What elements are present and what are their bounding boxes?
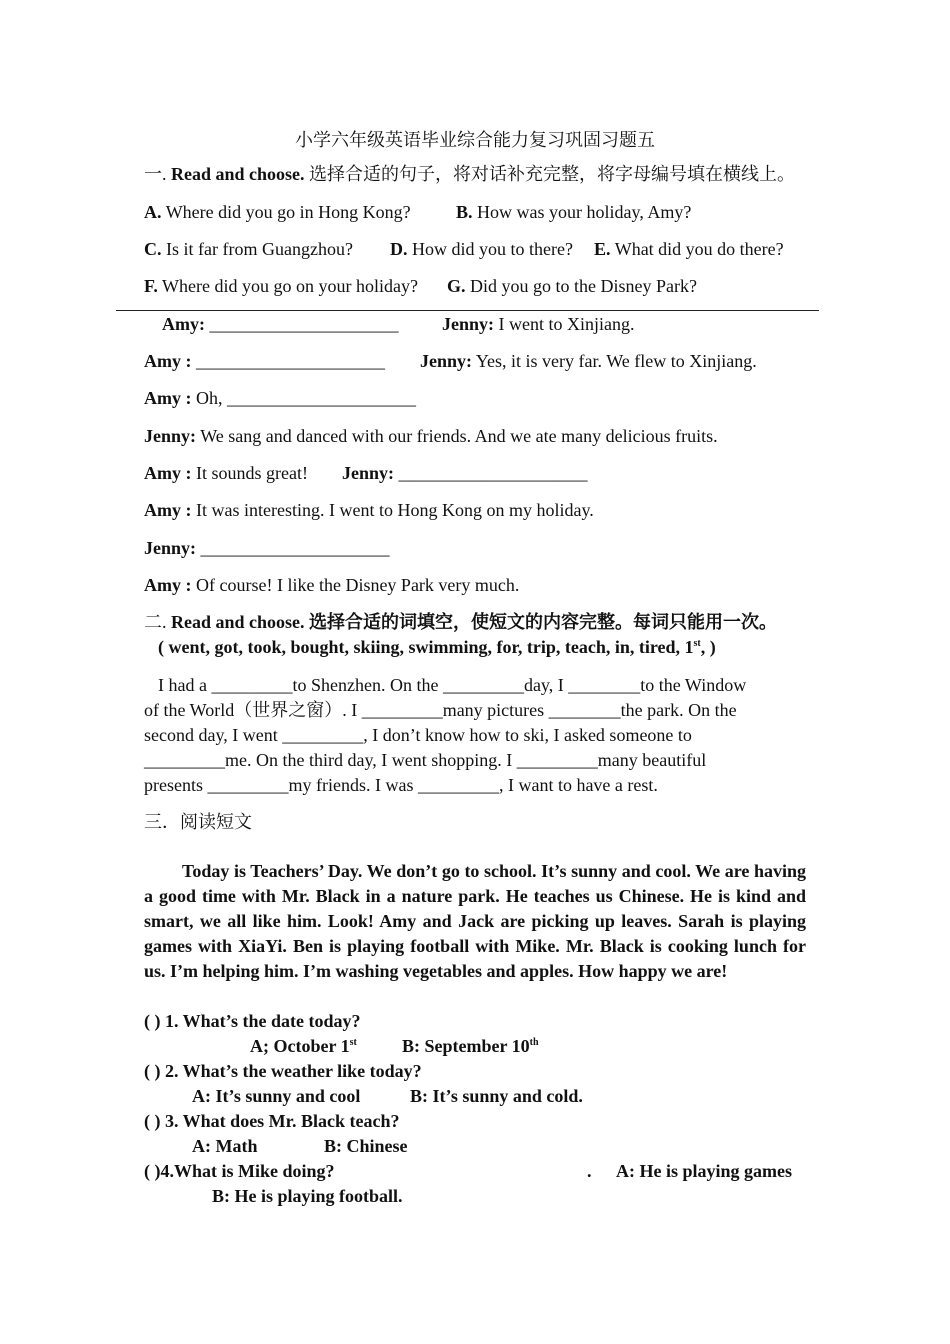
option-letter: D. xyxy=(390,239,408,259)
option-d xyxy=(390,238,573,260)
option-f xyxy=(144,275,418,297)
q1-option-b xyxy=(402,1035,539,1057)
question-4 xyxy=(144,1160,335,1182)
speaker: Amy : xyxy=(144,575,192,595)
section3-header: 三．阅读短文 xyxy=(144,812,252,832)
section1-header-cn: 选择合适的句子，将对话补充完整，将字母编号填在横线上。 xyxy=(309,164,796,184)
section2-header-cn: 选择合适的词填空，使短文的内容完整。每词只能用一次。 xyxy=(309,612,778,632)
speaker: Amy : xyxy=(144,388,192,408)
dialogue-line-1-reply xyxy=(442,313,635,335)
option-letter: G. xyxy=(447,276,466,296)
option-letter: F. xyxy=(144,276,158,296)
dialogue-line-5-reply xyxy=(342,462,588,484)
speaker: Amy: xyxy=(162,314,205,334)
option-c xyxy=(144,238,353,260)
q3-option-b: B: Chinese xyxy=(324,1136,408,1156)
option-text: Where did you go on your holiday? xyxy=(162,276,418,296)
speaker: Amy : xyxy=(144,351,192,371)
word-bank-sup: st xyxy=(693,638,701,649)
speaker: Amy : xyxy=(144,463,192,483)
answer-blank[interactable]: _____________________ xyxy=(196,351,385,371)
q2-option-a: A: It’s sunny and cool xyxy=(192,1086,361,1106)
speaker: Amy : xyxy=(144,500,192,520)
word-bank-text: ( went, got, took, bought, skiing, swimming, for, trip, teach, in, tired, 1 xyxy=(158,637,694,657)
option-text: Where did you go in Hong Kong? xyxy=(165,202,411,222)
answer-paren[interactable]: ( ) xyxy=(144,1111,161,1131)
passage-line-5: presents _________my friends. I was _________, I want to have a rest. xyxy=(144,775,658,795)
speaker: Jenny: xyxy=(442,314,495,334)
divider-line xyxy=(116,310,819,311)
q1-option-a xyxy=(250,1035,357,1057)
passage-line-3: second day, I went _________, I don’t know how to ski, I asked someone to xyxy=(144,725,692,745)
section2-number: 二. xyxy=(144,612,167,632)
dialogue-line-2 xyxy=(144,350,385,372)
dialogue-line-1 xyxy=(162,313,399,335)
option-letter: E. xyxy=(594,239,611,259)
section2-header-en: Read and choose. xyxy=(171,612,305,632)
q2-option-b: B: It’s sunny and cold. xyxy=(410,1086,583,1106)
option-text: Is it far from Guangzhou? xyxy=(166,239,353,259)
option-text: How was your holiday, Amy? xyxy=(477,202,692,222)
section2-header xyxy=(144,611,777,633)
option-text: Did you go to the Disney Park? xyxy=(470,276,697,296)
passage-line-2: of the World（世界之窗）. I _________many pictures ________the park. On the xyxy=(144,700,737,720)
option-letter: B. xyxy=(456,202,473,222)
dialogue-line-7 xyxy=(144,537,390,559)
option-g xyxy=(447,275,697,297)
dialogue-text: Of course! I like the Disney Park very much. xyxy=(196,575,520,595)
question-text: 1. What’s the date today? xyxy=(165,1011,361,1031)
dialogue-line-6 xyxy=(144,499,594,521)
answer-blank[interactable]: _____________________ xyxy=(200,538,390,558)
option-b xyxy=(456,201,691,223)
dialogue-line-4 xyxy=(144,425,718,447)
word-bank-end: , ) xyxy=(700,637,716,657)
dialogue-text: It sounds great! xyxy=(196,463,308,483)
question-text: 2. What’s the weather like today? xyxy=(165,1061,422,1081)
q4-dot: . xyxy=(587,1161,592,1181)
dialogue-text: Yes, it is very far. We flew to Xinjiang. xyxy=(475,351,757,371)
q4-option-a: A: He is playing games xyxy=(616,1161,793,1181)
dialogue-line-8 xyxy=(144,574,519,596)
speaker: Jenny: xyxy=(144,426,197,446)
word-bank xyxy=(158,636,716,658)
dialogue-text: I went to Xinjiang. xyxy=(498,314,635,334)
answer-blank[interactable]: Oh, _____________________ xyxy=(196,388,416,408)
speaker: Jenny: xyxy=(420,351,473,371)
question-text: 3. What does Mr. Black teach? xyxy=(165,1111,400,1131)
question-2 xyxy=(144,1060,422,1082)
answer-paren[interactable]: ( ) xyxy=(144,1061,161,1081)
section1-header xyxy=(144,163,795,185)
dialogue-line-3 xyxy=(144,387,416,409)
option-text: B: September 10 xyxy=(402,1036,530,1056)
section1-header-en: Read and choose. xyxy=(171,164,305,184)
speaker: Jenny: xyxy=(342,463,395,483)
passage-line-1: I had a _________to Shenzhen. On the _________day, I ________to the Window xyxy=(158,675,747,695)
option-letter: C. xyxy=(144,239,162,259)
dialogue-line-5 xyxy=(144,462,308,484)
answer-blank[interactable]: _____________________ xyxy=(209,314,399,334)
option-sup: th xyxy=(529,1037,539,1048)
dialogue-line-2-reply xyxy=(420,350,757,372)
option-letter: A. xyxy=(144,202,162,222)
dialogue-text: It was interesting. I went to Hong Kong on my holiday. xyxy=(196,500,594,520)
option-row-1 xyxy=(144,201,411,223)
page-title: 小学六年级英语毕业综合能力复习巩固习题五 xyxy=(295,130,655,150)
option-text: How did you to there? xyxy=(412,239,573,259)
answer-blank[interactable]: _____________________ xyxy=(398,463,588,483)
passage-line-4: _________me. On the third day, I went shopping. I _________many beautiful xyxy=(144,750,707,770)
question-text: 4.What is Mike doing? xyxy=(160,1161,335,1181)
question-3 xyxy=(144,1110,400,1132)
option-sup: st xyxy=(349,1037,357,1048)
q4-option-b: B: He is playing football. xyxy=(212,1186,403,1206)
speaker: Jenny: xyxy=(144,538,197,558)
question-1 xyxy=(144,1010,361,1032)
option-text: A; October 1 xyxy=(250,1036,350,1056)
option-text: What did you do there? xyxy=(614,239,784,259)
q3-option-a: A: Math xyxy=(192,1136,258,1156)
option-e xyxy=(594,238,784,260)
dialogue-text: We sang and danced with our friends. And we ate many delicious fruits. xyxy=(200,426,718,446)
reading-passage: Today is Teachers’ Day. We don’t go to school. It’s sunny and cool. We are having a good time with Mr. Black in a nature park. He teaches us Chinese. He is kind and smart, we all like him. Look! Amy and Jack are picking up leaves. Sarah is playing games with XiaYi. Ben is playing football with Mike. Mr. Black is cooking lunch for us. I’m helping him. I’m washing vegetables and apples. How happy we are! xyxy=(144,861,806,981)
answer-paren[interactable]: ( ) xyxy=(144,1011,161,1031)
answer-paren[interactable]: ( ) xyxy=(144,1161,161,1181)
section1-number: 一. xyxy=(144,164,167,184)
